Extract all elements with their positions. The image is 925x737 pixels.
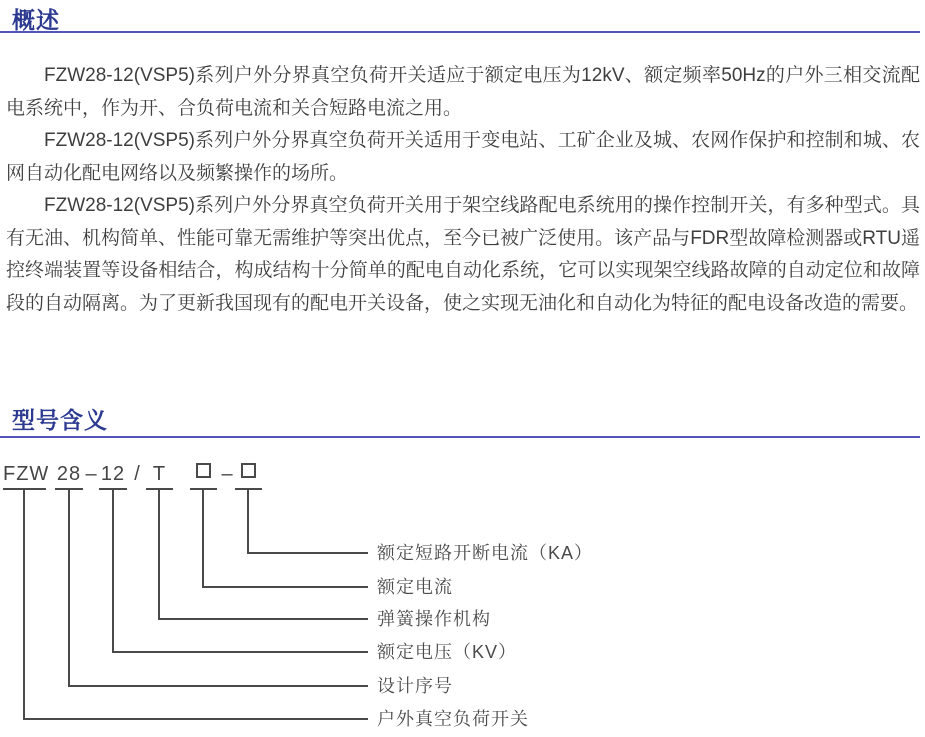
overview-section-title: 概述	[12, 7, 60, 33]
model-label-design-number: 设计序号	[377, 676, 453, 696]
model-label-rated-current: 额定电流	[377, 577, 453, 597]
model-code-diagram	[0, 460, 925, 737]
model-code-segment-voltage: 12	[99, 463, 127, 490]
model-section-rule	[0, 436, 920, 438]
overview-paragraph-2: FZW28-12(VSP5)系列户外分界真空负荷开关适用于变电站、工矿企业及城、农网作保护和控制和城、农网自动化配电网络以及频繁操作的场所。	[6, 130, 920, 184]
overview-paragraph-3: FZW28-12(VSP5)系列户外分界真空负荷开关用于架空线路配电系统用的操作控制开关，有多种型式。具有无油、机构简单、性能可靠无需维护等突出优点，至今已被广泛使用。该产品与FDR型故障检测器或RTU遥控终端装置等设备相结合，构成结构十分简单的配电自动化系统，它可以实现架空线路故障的自动定位和故障段的自动隔离。为了更新我国现有的配电开关设备，使之实现无油化和自动化为特征的配电设备改造的需要。	[6, 195, 920, 314]
model-code-segment-current-box	[190, 463, 217, 490]
code-separator-slash: /	[134, 463, 140, 485]
box-placeholder-icon	[241, 463, 256, 478]
model-label-breaking-current: 额定短路开断电流（KA）	[377, 543, 594, 563]
model-label-mechanism: 弹簧操作机构	[377, 609, 491, 629]
overview-section-rule	[0, 31, 920, 33]
code-separator-dash: –	[221, 463, 233, 485]
model-label-voltage: 额定电压（KV）	[377, 642, 518, 662]
connector-line-switch-type	[23, 490, 368, 720]
model-label-switch-type: 户外真空负荷开关	[377, 709, 529, 729]
model-code-segment-mechanism: T	[146, 463, 173, 490]
overview-paragraph-1: FZW28-12(VSP5)系列户外分界真空负荷开关适应于额定电压为12kV、额定频率50Hz的户外三相交流配电系统中，作为开、合负荷电流和关合短路电流之用。	[6, 65, 920, 119]
model-code-segment-design-number: 28	[55, 463, 83, 490]
model-section-title: 型号含义	[12, 407, 108, 433]
code-separator-dash: –	[85, 463, 97, 485]
model-code-segment-series: FZW	[3, 463, 46, 490]
box-placeholder-icon	[196, 463, 211, 478]
model-code-segment-breaking-current-box	[235, 463, 262, 490]
overview-paragraphs	[6, 60, 920, 320]
